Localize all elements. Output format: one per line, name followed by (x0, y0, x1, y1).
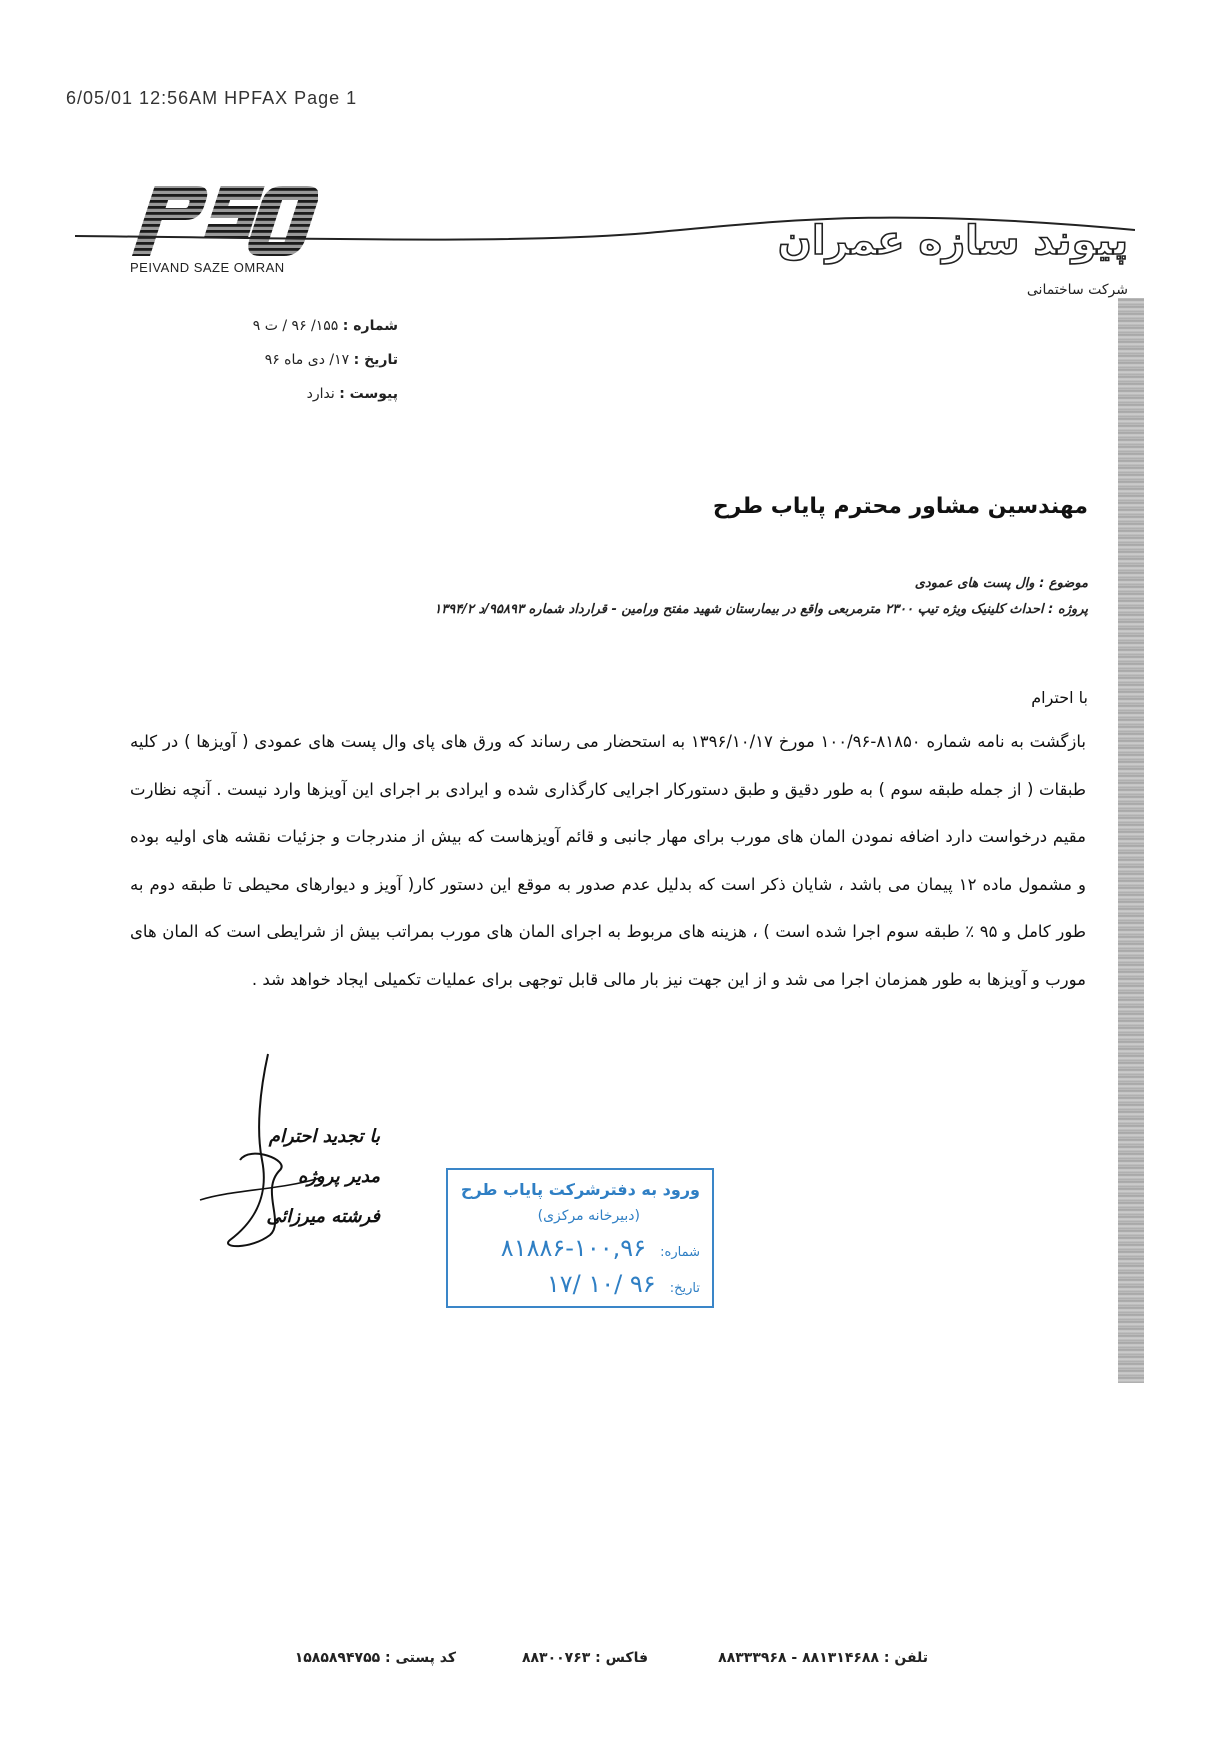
company-latin-name: PEIVAND SAZE OMRAN (130, 260, 285, 275)
company-persian-name: پیوند سازه عمران (777, 218, 1128, 264)
letter-recipient: مهندسین مشاور محترم پایاب طرح (712, 494, 1088, 519)
company-logo-right (777, 218, 1140, 308)
company-persian-subtitle: شرکت ساختمانی (1026, 282, 1128, 298)
letter-number-value: ۱۵۵/ ۹۶ / ت ۹ (252, 318, 339, 334)
receipt-stamp (446, 1168, 714, 1308)
signer-title: مدیر پروژه (297, 1166, 380, 1187)
closing-regards: با تجدید احترام (268, 1126, 380, 1147)
stamp-title: ورود به دفترشرکت پایاب طرح (460, 1180, 700, 1199)
footer-fax: فاکس : ۸۸۳۰۰۷۶۳ (521, 1650, 648, 1666)
handwritten-signature (190, 1050, 330, 1260)
letter-date (265, 352, 398, 368)
signer-name: فرشته میرزائی (266, 1206, 380, 1227)
letter-date-label: تاریخ : (353, 352, 398, 368)
stamp-number-label: شماره: (660, 1245, 700, 1260)
letter-body: بازگشت به نامه شماره ۸۱۸۵۰-۱۰۰/۹۶ مورخ ۱۳۹۶/۱۰/۱۷ به استحضار می رساند که ورق های پای وال پست های عمودی ( آویزها ) در کلیه طبقات ( از جمله طبقه سوم ) به طور دقیق و طبق دستورکار اجرایی کارگذاری شده و ایرادی بر اجرای این آویزها وارد نیست . آنچه نظارت مقیم درخواست دارد اضافه نمودن المان های مورب برای مهار جانبی و قائم آویزهاست که بیش از مندرجات و جزئیات نقشه های اولیه بوده و مشمول ماده ۱۲ پیمان می باشد ، شایان ذکر است که بدلیل عدم صدور به موقع این دستور کار( آویز و دیوارهای محیطی تا طبقه دوم به طور کامل و ۹۵ ٪ طبقه سوم اجرا شده است ) ، هزینه های مربوط به اجرای المان های مورب بمراتب بیش از شرایطی است که المان های مورب و آویزها به طور همزمان اجرا می شد و از این جهت نیز بار مالی قابل توجهی برای عملیات تکمیلی ایجاد خواهد شد . (130, 732, 1086, 989)
letter-salutation: با احترام (1031, 688, 1088, 707)
letter-attachment-label: پیوست : (339, 386, 398, 402)
stamp-date-label: تاریخ: (669, 1281, 700, 1296)
letter-subject: موضوع : وال پست های عمودی (914, 576, 1088, 591)
fax-scan-edge-strip (1118, 298, 1144, 1383)
stamp-subtitle: (دبیرخانه مرکزی) (537, 1208, 640, 1224)
stamp-number (501, 1234, 700, 1262)
footer-phone: تلفن : ۸۸۱۳۱۴۶۸۸ - ۸۸۳۳۳۹۶۸ (718, 1650, 928, 1666)
stamp-number-value: ۱۰۰,۹۶-۸۱۸۸۶ (500, 1234, 647, 1262)
letter-attachment-value: ندارد (306, 386, 335, 402)
letter-date-value: ۱۷/ دی ماه ۹۶ (264, 352, 350, 368)
letter-attachment (307, 386, 398, 402)
stamp-date-value: ۹۶ /۱۰ /۱۷ (546, 1270, 656, 1298)
letter-number (253, 318, 398, 334)
footer-postal-code: کد پستی : ۱۵۸۵۸۹۴۷۵۵ (294, 1650, 456, 1666)
stamp-date (547, 1270, 700, 1298)
fax-header: 6/05/01 12:56AM HPFAX Page 1 (66, 88, 358, 108)
letter-number-label: شماره : (342, 318, 398, 334)
letter-project: پروژه : احداث کلینیک ویژه تیپ ۲۳۰۰ مترمربعی واقع در بیمارستان شهید مفتح ورامین - قرارداد شماره ۹۵۸۹۳/د ۱۳۹۴/۲ (434, 602, 1088, 617)
